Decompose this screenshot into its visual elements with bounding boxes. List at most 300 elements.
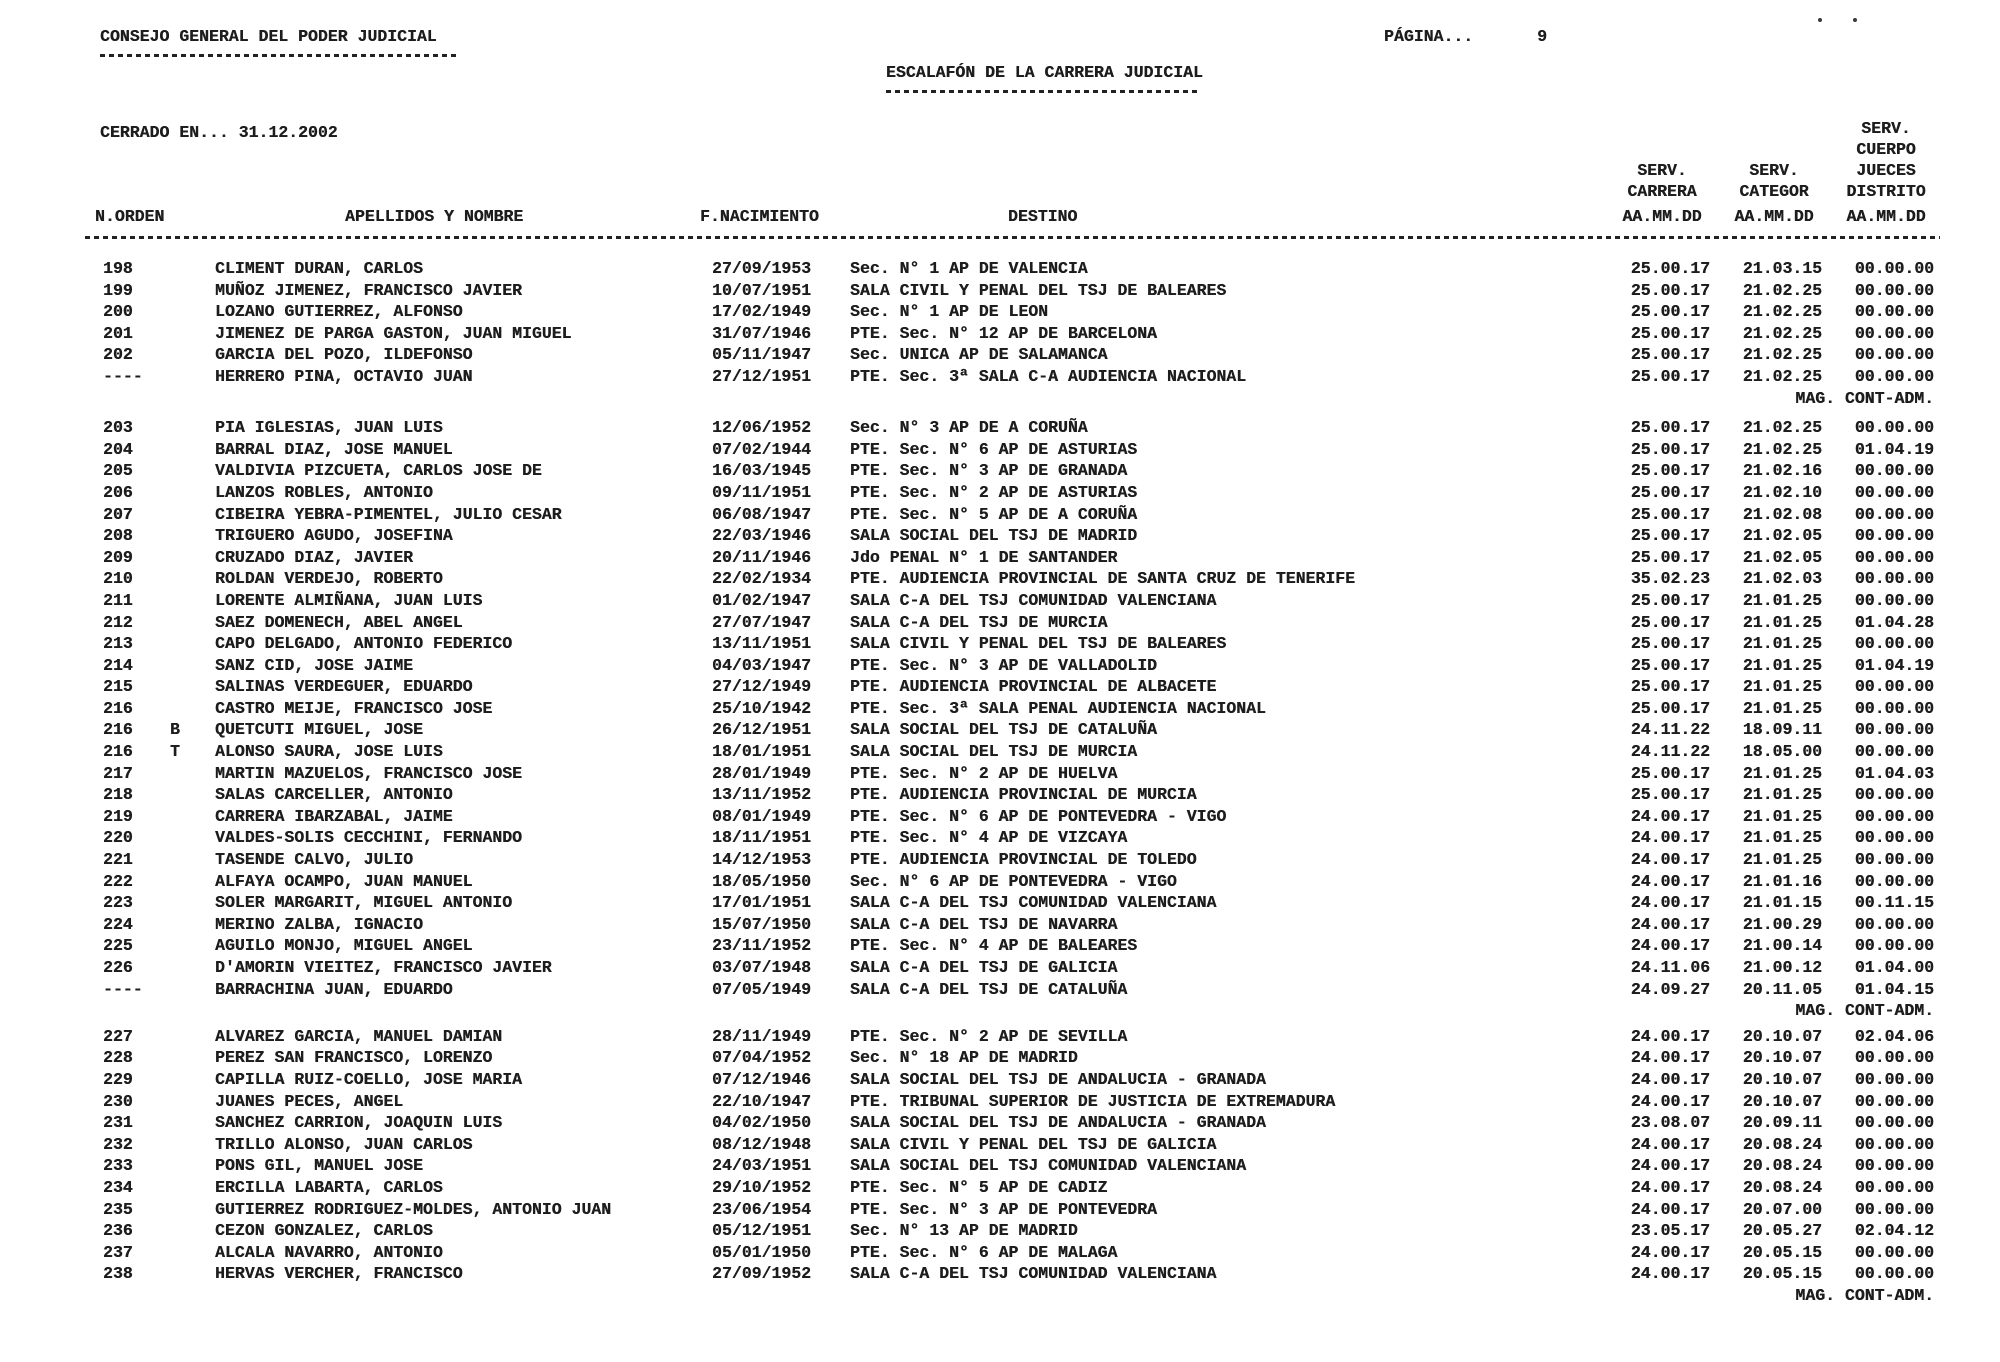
- destino-cell: SALA C-A DEL TSJ DE GALICIA: [850, 958, 1118, 977]
- nombre-cell: VALDIVIA PIZCUETA, CARLOS JOSE DE: [215, 461, 542, 481]
- serv-categor-cell: 21.00.14: [1742, 936, 1822, 956]
- serv-carrera-cell: 25.00.17: [1630, 461, 1710, 481]
- orden-cell: 214: [103, 655, 133, 675]
- orden-cell: 234: [103, 1177, 133, 1197]
- serv-carrera-cell: 25.00.17: [1630, 439, 1710, 459]
- nombre-cell: JUANES PECES, ANGEL: [215, 1091, 404, 1111]
- nacimiento-cell: 18/11/1951: [712, 828, 812, 848]
- nombre-cell: LOZANO GUTIERREZ, ALFONSO: [215, 302, 463, 322]
- nombre-cell: PONS GIL, MANUEL JOSE: [215, 1156, 423, 1176]
- destino-cell: SALA CIVIL Y PENAL DEL TSJ DE BALEARES: [850, 634, 1227, 654]
- orden-cell: 212: [103, 612, 133, 632]
- orden-cell: 216: [103, 720, 133, 740]
- col-header-categor-l2: CATEGOR: [1739, 182, 1809, 201]
- col-header-nombre: APELLIDOS Y NOMBRE: [345, 207, 524, 226]
- nombre-cell: CEZON GONZALEZ, CARLOS: [215, 1221, 433, 1241]
- table-row: [0, 719, 2000, 741]
- serv-carrera-cell: 24.00.17: [1630, 1026, 1710, 1046]
- table-row: [0, 957, 2000, 979]
- nacimiento-cell: 22/03/1946: [712, 526, 812, 546]
- orden-cell: 216: [103, 742, 133, 762]
- col-header-cuerpo-l3: JUECES: [1856, 161, 1916, 180]
- orden-cell: 200: [103, 302, 133, 322]
- nombre-cell: PIA IGLESIAS, JUAN LUIS: [215, 418, 443, 438]
- table-row: [0, 504, 2000, 526]
- serv-carrera-cell: 24.00.17: [1630, 871, 1710, 891]
- orden-suffix-cell: B: [170, 720, 180, 740]
- nacimiento-cell: 05/01/1950: [712, 1242, 812, 1262]
- serv-carrera-cell: 25.00.17: [1630, 612, 1710, 632]
- orden-cell: 210: [103, 569, 133, 589]
- nombre-cell: CASTRO MEIJE, FRANCISCO JOSE: [215, 698, 493, 718]
- orden-cell: 238: [103, 1264, 133, 1284]
- orden-cell: 203: [103, 418, 133, 438]
- destino-cell: SALA C-A DEL TSJ COMUNIDAD VALENCIANA: [850, 893, 1217, 913]
- nacimiento-cell: 10/07/1951: [712, 280, 812, 300]
- destino-cell: SALA C-A DEL TSJ DE NAVARRA: [850, 914, 1118, 934]
- serv-carrera-cell: 25.00.17: [1630, 785, 1710, 805]
- group-footer-note: MAG. CONT-ADM.: [1795, 1001, 1934, 1021]
- table-row: [0, 280, 2000, 302]
- serv-categor-cell: 20.10.07: [1742, 1026, 1822, 1046]
- serv-carrera-cell: 24.11.22: [1630, 742, 1710, 762]
- serv-categor-cell: 21.00.29: [1742, 914, 1822, 934]
- serv-carrera-cell: 25.00.17: [1630, 547, 1710, 567]
- destino-cell: PTE. Sec. N° 6 AP DE ASTURIAS: [850, 439, 1138, 459]
- serv-categor-cell: 21.01.15: [1742, 893, 1822, 913]
- serv-carrera-cell: 25.00.17: [1630, 302, 1710, 322]
- nacimiento-cell: 06/08/1947: [712, 504, 812, 524]
- col-header-carrera-l1: SERV.: [1637, 161, 1687, 180]
- serv-cuerpo-cell: 00.00.00: [1854, 806, 1934, 826]
- serv-cuerpo-cell: 01.04.03: [1854, 763, 1934, 783]
- serv-categor-cell: 20.08.24: [1742, 1177, 1822, 1197]
- serv-categor-cell: 20.10.07: [1742, 1091, 1822, 1111]
- nombre-cell: VALDES-SOLIS CECCHINI, FERNANDO: [215, 828, 522, 848]
- nombre-cell: CRUZADO DIAZ, JAVIER: [215, 547, 414, 567]
- serv-cuerpo-cell: 00.00.00: [1854, 720, 1934, 740]
- nombre-cell: CAPILLA RUIZ-COELLO, JOSE MARIA: [215, 1069, 522, 1089]
- serv-cuerpo-cell: 00.00.00: [1854, 936, 1934, 956]
- serv-categor-cell: 21.02.05: [1742, 547, 1822, 567]
- escalafon-table: [0, 258, 2000, 1307]
- serv-carrera-cell: 24.00.17: [1630, 936, 1710, 956]
- table-row: [0, 849, 2000, 871]
- destino-cell: Jdo PENAL N° 1 DE SANTANDER: [850, 547, 1118, 567]
- page-indicator: [1384, 26, 1547, 48]
- destino-cell: SALA SOCIAL DEL TSJ DE ANDALUCIA - GRANADA: [850, 1113, 1266, 1133]
- nacimiento-cell: 27/09/1952: [712, 1264, 812, 1284]
- serv-cuerpo-cell: 00.00.00: [1854, 1048, 1934, 1068]
- col-header-carrera-units: AA.MM.DD: [1622, 207, 1702, 226]
- serv-cuerpo-cell: 01.04.19: [1854, 655, 1934, 675]
- serv-categor-cell: 21.02.25: [1742, 302, 1822, 322]
- nombre-cell: SOLER MARGARIT, MIGUEL ANTONIO: [215, 893, 513, 913]
- table-row: [0, 1134, 2000, 1156]
- serv-cuerpo-cell: 00.00.00: [1854, 1134, 1934, 1154]
- nacimiento-cell: 22/10/1947: [712, 1091, 812, 1111]
- nacimiento-cell: 25/10/1942: [712, 698, 812, 718]
- serv-carrera-cell: 24.00.17: [1630, 1264, 1710, 1284]
- serv-carrera-cell: 25.00.17: [1630, 526, 1710, 546]
- table-row: [0, 1091, 2000, 1113]
- orden-cell: 231: [103, 1113, 133, 1133]
- orden-cell: 204: [103, 439, 133, 459]
- destino-cell: PTE. Sec. N° 4 AP DE BALEARES: [850, 936, 1138, 956]
- serv-cuerpo-cell: 00.00.00: [1854, 1264, 1934, 1284]
- serv-cuerpo-cell: 00.00.00: [1854, 871, 1934, 891]
- orden-cell: 202: [103, 345, 133, 365]
- serv-carrera-cell: 25.00.17: [1630, 677, 1710, 697]
- serv-categor-cell: 21.01.25: [1742, 850, 1822, 870]
- serv-categor-cell: 21.01.25: [1742, 698, 1822, 718]
- orden-cell: 226: [103, 958, 133, 977]
- serv-cuerpo-cell: 02.04.06: [1854, 1026, 1934, 1046]
- serv-cuerpo-cell: 00.00.00: [1854, 302, 1934, 322]
- nacimiento-cell: 23/06/1954: [712, 1199, 812, 1219]
- orden-cell: 198: [103, 259, 133, 278]
- destino-cell: SALA C-A DEL TSJ DE MURCIA: [850, 612, 1108, 632]
- nacimiento-cell: 07/02/1944: [712, 439, 812, 459]
- serv-carrera-cell: 24.09.27: [1630, 979, 1710, 999]
- group-footer: [0, 1285, 2000, 1307]
- serv-categor-cell: 20.05.15: [1742, 1242, 1822, 1262]
- nombre-cell: ALONSO SAURA, JOSE LUIS: [215, 742, 443, 762]
- nombre-cell: CAPO DELGADO, ANTONIO FEDERICO: [215, 634, 513, 654]
- orden-cell: 230: [103, 1091, 133, 1111]
- group-footer-note: MAG. CONT-ADM.: [1795, 1285, 1934, 1305]
- orden-cell: 205: [103, 461, 133, 481]
- nombre-cell: SAEZ DOMENECH, ABEL ANGEL: [215, 612, 463, 632]
- orden-cell: 223: [103, 893, 133, 913]
- serv-cuerpo-cell: 00.00.00: [1854, 590, 1934, 610]
- serv-carrera-cell: 24.00.17: [1630, 1091, 1710, 1111]
- table-row: [0, 1026, 2000, 1048]
- destino-cell: PTE. Sec. N° 3 AP DE VALLADOLID: [850, 655, 1157, 675]
- orden-cell: 232: [103, 1134, 133, 1154]
- destino-cell: SALA CIVIL Y PENAL DEL TSJ DE BALEARES: [850, 280, 1227, 300]
- table-row: [0, 1199, 2000, 1221]
- orden-cell: 235: [103, 1199, 133, 1219]
- serv-categor-cell: 20.08.24: [1742, 1156, 1822, 1176]
- col-header-cuerpo-units: AA.MM.DD: [1846, 207, 1926, 226]
- title-underline: [886, 90, 1200, 93]
- serv-cuerpo-cell: 00.00.00: [1854, 1177, 1934, 1197]
- table-row: [0, 1263, 2000, 1285]
- nacimiento-cell: 18/01/1951: [712, 742, 812, 762]
- destino-cell: SALA SOCIAL DEL TSJ DE MURCIA: [850, 742, 1138, 762]
- nombre-cell: ROLDAN VERDEJO, ROBERTO: [215, 569, 443, 589]
- table-row: [0, 806, 2000, 828]
- table-row: [0, 1155, 2000, 1177]
- destino-cell: PTE. AUDIENCIA PROVINCIAL DE ALBACETE: [850, 677, 1217, 697]
- nombre-cell: LORENTE ALMIÑANA, JUAN LUIS: [215, 590, 483, 610]
- serv-categor-cell: 18.09.11: [1742, 720, 1822, 740]
- orden-cell: 199: [103, 280, 133, 300]
- serv-cuerpo-cell: 00.00.00: [1854, 698, 1934, 718]
- nacimiento-cell: 14/12/1953: [712, 850, 812, 870]
- nombre-cell: HERVAS VERCHER, FRANCISCO: [215, 1264, 463, 1284]
- table-row: [0, 914, 2000, 936]
- table-row: [0, 525, 2000, 547]
- serv-categor-cell: 20.10.07: [1742, 1069, 1822, 1089]
- serv-categor-cell: 21.00.12: [1742, 958, 1822, 977]
- serv-categor-cell: 21.02.16: [1742, 461, 1822, 481]
- destino-cell: SALA SOCIAL DEL TSJ DE CATALUÑA: [850, 720, 1157, 740]
- orden-cell: 207: [103, 504, 133, 524]
- serv-carrera-cell: 24.00.17: [1630, 1199, 1710, 1219]
- serv-carrera-cell: 24.00.17: [1630, 1156, 1710, 1176]
- orden-cell: 224: [103, 914, 133, 934]
- nombre-cell: ALCALA NAVARRO, ANTONIO: [215, 1242, 443, 1262]
- serv-categor-cell: 21.02.25: [1742, 280, 1822, 300]
- table-row: [0, 323, 2000, 345]
- table-row: [0, 871, 2000, 893]
- serv-categor-cell: 21.01.25: [1742, 828, 1822, 848]
- destino-cell: Sec. N° 6 AP DE PONTEVEDRA - VIGO: [850, 871, 1177, 891]
- destino-cell: PTE. Sec. N° 6 AP DE MALAGA: [850, 1242, 1118, 1262]
- serv-cuerpo-cell: 00.00.00: [1854, 1156, 1934, 1176]
- serv-carrera-cell: 25.00.17: [1630, 345, 1710, 365]
- table-row: [0, 1177, 2000, 1199]
- destino-cell: PTE. Sec. N° 5 AP DE CADIZ: [850, 1177, 1108, 1197]
- serv-carrera-cell: 24.11.06: [1630, 958, 1710, 977]
- destino-cell: Sec. N° 1 AP DE LEON: [850, 302, 1049, 322]
- serv-carrera-cell: 25.00.17: [1630, 504, 1710, 524]
- serv-cuerpo-cell: 00.00.00: [1854, 850, 1934, 870]
- serv-carrera-cell: 25.00.17: [1630, 698, 1710, 718]
- orden-cell: ----: [103, 366, 143, 386]
- group-footer: [0, 1000, 2000, 1022]
- nacimiento-cell: 03/07/1948: [712, 958, 812, 977]
- col-header-cuerpo-l4: DISTRITO: [1846, 182, 1926, 201]
- orden-suffix-cell: T: [170, 742, 180, 762]
- destino-cell: Sec. UNICA AP DE SALAMANCA: [850, 345, 1108, 365]
- destino-cell: PTE. Sec. N° 2 AP DE ASTURIAS: [850, 482, 1138, 502]
- nacimiento-cell: 28/11/1949: [712, 1026, 812, 1046]
- nacimiento-cell: 17/01/1951: [712, 893, 812, 913]
- serv-carrera-cell: 25.00.17: [1630, 634, 1710, 654]
- serv-categor-cell: 21.02.03: [1742, 569, 1822, 589]
- nacimiento-cell: 26/12/1951: [712, 720, 812, 740]
- table-group: [0, 258, 2000, 409]
- table-row: [0, 892, 2000, 914]
- table-row: [0, 935, 2000, 957]
- serv-carrera-cell: 35.02.23: [1630, 569, 1710, 589]
- nombre-cell: CLIMENT DURAN, CARLOS: [215, 259, 423, 278]
- orden-cell: 225: [103, 936, 133, 956]
- serv-categor-cell: 21.01.25: [1742, 806, 1822, 826]
- nombre-cell: ALVAREZ GARCIA, MANUEL DAMIAN: [215, 1026, 503, 1046]
- serv-categor-cell: 21.02.05: [1742, 526, 1822, 546]
- table-row: [0, 784, 2000, 806]
- serv-carrera-cell: 25.00.17: [1630, 763, 1710, 783]
- serv-carrera-cell: 25.00.17: [1630, 259, 1710, 278]
- serv-categor-cell: 20.08.24: [1742, 1134, 1822, 1154]
- serv-cuerpo-cell: 00.00.00: [1854, 1199, 1934, 1219]
- table-row: [0, 763, 2000, 785]
- nacimiento-cell: 18/05/1950: [712, 871, 812, 891]
- col-header-destino: DESTINO: [1008, 207, 1078, 226]
- nacimiento-cell: 04/03/1947: [712, 655, 812, 675]
- orden-cell: 216: [103, 698, 133, 718]
- orden-cell: 218: [103, 785, 133, 805]
- table-row: [0, 1069, 2000, 1091]
- nacimiento-cell: 04/02/1950: [712, 1113, 812, 1133]
- nombre-cell: SALINAS VERDEGUER, EDUARDO: [215, 677, 473, 697]
- table-row: [0, 547, 2000, 569]
- nombre-cell: QUETCUTI MIGUEL, JOSE: [215, 720, 423, 740]
- orden-cell: 237: [103, 1242, 133, 1262]
- serv-categor-cell: 21.02.25: [1742, 366, 1822, 386]
- nacimiento-cell: 20/11/1946: [712, 547, 812, 567]
- document-title: ESCALAFÓN DE LA CARRERA JUDICIAL: [886, 63, 1203, 82]
- nacimiento-cell: 07/05/1949: [712, 979, 812, 999]
- nacimiento-cell: 22/02/1934: [712, 569, 812, 589]
- orden-cell: 211: [103, 590, 133, 610]
- nombre-cell: PEREZ SAN FRANCISCO, LORENZO: [215, 1048, 493, 1068]
- col-header-carrera-l2: CARRERA: [1627, 182, 1697, 201]
- table-row: [0, 633, 2000, 655]
- destino-cell: Sec. N° 13 AP DE MADRID: [850, 1221, 1078, 1241]
- nacimiento-cell: 27/07/1947: [712, 612, 812, 632]
- serv-cuerpo-cell: 00.00.00: [1854, 828, 1934, 848]
- nacimiento-cell: 08/12/1948: [712, 1134, 812, 1154]
- nacimiento-cell: 27/12/1949: [712, 677, 812, 697]
- destino-cell: PTE. Sec. N° 3 AP DE PONTEVEDRA: [850, 1199, 1157, 1219]
- serv-categor-cell: 21.01.25: [1742, 785, 1822, 805]
- page-number: 9: [1537, 27, 1548, 46]
- table-row: [0, 301, 2000, 323]
- nombre-cell: TASENDE CALVO, JULIO: [215, 850, 414, 870]
- serv-categor-cell: 20.09.11: [1742, 1113, 1822, 1133]
- table-row: [0, 979, 2000, 1001]
- orden-cell: 215: [103, 677, 133, 697]
- table-row: [0, 612, 2000, 634]
- nombre-cell: CIBEIRA YEBRA-PIMENTEL, JULIO CESAR: [215, 504, 562, 524]
- nombre-cell: JIMENEZ DE PARGA GASTON, JUAN MIGUEL: [215, 323, 572, 343]
- nacimiento-cell: 12/06/1952: [712, 418, 812, 438]
- nacimiento-cell: 28/01/1949: [712, 763, 812, 783]
- serv-carrera-cell: 24.00.17: [1630, 1177, 1710, 1197]
- destino-cell: PTE. AUDIENCIA PROVINCIAL DE TOLEDO: [850, 850, 1197, 870]
- serv-cuerpo-cell: 00.00.00: [1854, 742, 1934, 762]
- table-row: [0, 439, 2000, 461]
- serv-categor-cell: 21.02.08: [1742, 504, 1822, 524]
- nombre-cell: TRIGUERO AGUDO, JOSEFINA: [215, 526, 453, 546]
- serv-cuerpo-cell: 02.04.12: [1854, 1221, 1934, 1241]
- nombre-cell: HERRERO PINA, OCTAVIO JUAN: [215, 366, 473, 386]
- serv-categor-cell: 20.05.15: [1742, 1264, 1822, 1284]
- nombre-cell: CARRERA IBARZABAL, JAIME: [215, 806, 453, 826]
- table-row: [0, 1242, 2000, 1264]
- table-row: [0, 1112, 2000, 1134]
- destino-cell: PTE. AUDIENCIA PROVINCIAL DE MURCIA: [850, 785, 1197, 805]
- serv-categor-cell: 21.01.25: [1742, 590, 1822, 610]
- group-gap: [0, 409, 2000, 417]
- orden-cell: 217: [103, 763, 133, 783]
- serv-cuerpo-cell: 00.00.00: [1854, 547, 1934, 567]
- nombre-cell: MARTIN MAZUELOS, FRANCISCO JOSE: [215, 763, 522, 783]
- serv-cuerpo-cell: 00.11.15: [1854, 893, 1934, 913]
- nacimiento-cell: 09/11/1951: [712, 482, 812, 502]
- nacimiento-cell: 07/12/1946: [712, 1069, 812, 1089]
- nombre-cell: MERINO ZALBA, IGNACIO: [215, 914, 423, 934]
- serv-carrera-cell: 24.11.22: [1630, 720, 1710, 740]
- serv-cuerpo-cell: 01.04.00: [1854, 958, 1934, 977]
- table-row: [0, 655, 2000, 677]
- col-header-cuerpo-l2: CUERPO: [1856, 140, 1916, 159]
- col-header-nacimiento: F.NACIMIENTO: [700, 207, 819, 226]
- group-footer-note: MAG. CONT-ADM.: [1795, 388, 1934, 408]
- table-row: [0, 1047, 2000, 1069]
- serv-carrera-cell: 24.00.17: [1630, 806, 1710, 826]
- serv-carrera-cell: 25.00.17: [1630, 366, 1710, 386]
- destino-cell: PTE. Sec. N° 5 AP DE A CORUÑA: [850, 504, 1138, 524]
- serv-cuerpo-cell: 00.00.00: [1854, 569, 1934, 589]
- orden-cell: 201: [103, 323, 133, 343]
- serv-categor-cell: 21.02.25: [1742, 439, 1822, 459]
- serv-cuerpo-cell: 01.04.15: [1854, 979, 1934, 999]
- destino-cell: SALA SOCIAL DEL TSJ DE MADRID: [850, 526, 1138, 546]
- serv-cuerpo-cell: 00.00.00: [1854, 1242, 1934, 1262]
- table-row: [0, 258, 2000, 280]
- nacimiento-cell: 01/02/1947: [712, 590, 812, 610]
- col-header-orden: N.ORDEN: [95, 207, 165, 226]
- table-row: [0, 590, 2000, 612]
- serv-carrera-cell: 25.00.17: [1630, 482, 1710, 502]
- orden-cell: 221: [103, 850, 133, 870]
- serv-cuerpo-cell: 00.00.00: [1854, 1113, 1934, 1133]
- serv-cuerpo-cell: 01.04.19: [1854, 439, 1934, 459]
- nacimiento-cell: 05/11/1947: [712, 345, 812, 365]
- table-row: [0, 460, 2000, 482]
- serv-cuerpo-cell: 00.00.00: [1854, 461, 1934, 481]
- destino-cell: SALA CIVIL Y PENAL DEL TSJ DE GALICIA: [850, 1134, 1217, 1154]
- serv-carrera-cell: 25.00.17: [1630, 590, 1710, 610]
- serv-categor-cell: 21.01.25: [1742, 634, 1822, 654]
- nacimiento-cell: 17/02/1949: [712, 302, 812, 322]
- serv-carrera-cell: 24.00.17: [1630, 914, 1710, 934]
- destino-cell: SALA SOCIAL DEL TSJ DE ANDALUCIA - GRANADA: [850, 1069, 1266, 1089]
- serv-categor-cell: 21.03.15: [1742, 259, 1822, 278]
- serv-carrera-cell: 24.00.17: [1630, 850, 1710, 870]
- destino-cell: Sec. N° 18 AP DE MADRID: [850, 1048, 1078, 1068]
- serv-carrera-cell: 25.00.17: [1630, 418, 1710, 438]
- nacimiento-cell: 27/12/1951: [712, 366, 812, 386]
- serv-categor-cell: 21.01.25: [1742, 677, 1822, 697]
- serv-cuerpo-cell: 00.00.00: [1854, 526, 1934, 546]
- orden-cell: 206: [103, 482, 133, 502]
- serv-categor-cell: 20.05.27: [1742, 1221, 1822, 1241]
- serv-cuerpo-cell: 00.00.00: [1854, 418, 1934, 438]
- nombre-cell: BARRACHINA JUAN, EDUARDO: [215, 979, 453, 999]
- orden-cell: 236: [103, 1221, 133, 1241]
- closed-date-line: CERRADO EN... 31.12.2002: [100, 123, 338, 142]
- serv-cuerpo-cell: 00.00.00: [1854, 1091, 1934, 1111]
- serv-carrera-cell: 23.08.07: [1630, 1113, 1710, 1133]
- serv-cuerpo-cell: 01.04.28: [1854, 612, 1934, 632]
- destino-cell: SALA C-A DEL TSJ COMUNIDAD VALENCIANA: [850, 1264, 1217, 1284]
- serv-cuerpo-cell: 00.00.00: [1854, 280, 1934, 300]
- serv-carrera-cell: 23.05.17: [1630, 1221, 1710, 1241]
- serv-carrera-cell: 25.00.17: [1630, 323, 1710, 343]
- serv-carrera-cell: 24.00.17: [1630, 1048, 1710, 1068]
- destino-cell: PTE. Sec. 3ª SALA PENAL AUDIENCIA NACIONAL: [850, 698, 1266, 718]
- serv-cuerpo-cell: 00.00.00: [1854, 677, 1934, 697]
- serv-categor-cell: 21.02.25: [1742, 345, 1822, 365]
- nombre-cell: SANCHEZ CARRION, JOAQUIN LUIS: [215, 1113, 503, 1133]
